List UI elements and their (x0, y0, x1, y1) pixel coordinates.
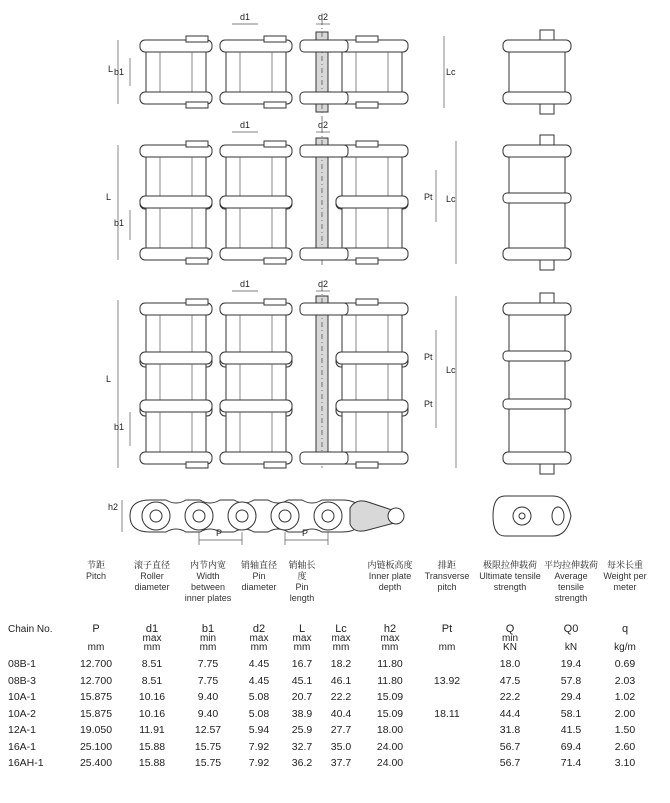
header-en: Transverse pitch (424, 571, 470, 592)
table-cell: 24.00 (376, 740, 404, 753)
header-en: Pin diameter (241, 571, 277, 592)
table-cell: 9.40 (197, 691, 219, 703)
table-cell: 18.00 (376, 724, 404, 736)
label-d2-top: d2 (318, 12, 329, 22)
header-en: Pin length (289, 582, 315, 603)
table-cell: 38.9 (291, 707, 313, 720)
table-cell: 69.4 (560, 740, 582, 753)
header-cn: 每米长重 (606, 560, 643, 570)
unit-cell: mm (293, 642, 311, 653)
simplex-chain-view (118, 20, 571, 122)
unit-cell: mm (381, 642, 399, 653)
duplex-chain-view (118, 128, 571, 270)
table-cell: 11.80 (377, 674, 403, 687)
header-cn: 滚子直径 (133, 560, 170, 570)
table-cell: 58.1 (560, 707, 582, 720)
table-cell: 16.7 (291, 658, 313, 670)
symbol-text: Q (505, 623, 515, 635)
header-symbol (418, 624, 476, 634)
table-cell: 1.02 (614, 691, 636, 703)
symbol-qualifier: min (501, 633, 519, 644)
table-cell: 31.8 (499, 724, 521, 736)
chain-no-cell: 12A-1 (8, 724, 37, 736)
label-Pt-mid: Pt (424, 192, 433, 202)
unit-cell: kN (564, 642, 578, 653)
table-cell: 8.51 (141, 674, 163, 687)
table-cell: 18.0 (499, 658, 521, 670)
chain-no-cell: 10A-2 (8, 707, 37, 720)
table-cell: 11.91 (139, 724, 165, 736)
symbol-text: h2 (383, 623, 397, 635)
label-d1-top: d1 (240, 12, 251, 22)
table-cell: 15.75 (194, 740, 222, 753)
table-cell: 15.88 (138, 740, 166, 753)
chain-no-header: Chain No. (8, 624, 53, 635)
table-cell: 2.03 (614, 674, 636, 687)
table-cell: 2.60 (614, 740, 636, 753)
chain-no-cell: 16A-1 (8, 740, 37, 753)
table-row (8, 658, 664, 675)
symbol-text: L (298, 623, 306, 635)
label-d1-low: d1 (240, 279, 251, 289)
symbol-text: Lc (335, 623, 347, 635)
header-cn: 平均拉伸载荷 (543, 560, 598, 570)
chain-no-cell: 10A-1 (8, 691, 37, 703)
label-Pt-low-2: Pt (424, 399, 433, 409)
table-body (8, 658, 664, 774)
table-cell: 56.7 (499, 757, 521, 769)
symbol-text: d2 (252, 623, 266, 635)
label-Lc-low: Lc (446, 365, 456, 375)
table-cell: 25.400 (79, 757, 113, 769)
table-cell: 2.00 (614, 707, 636, 720)
symbol-text: q (621, 623, 629, 635)
unit-cell: mm (332, 642, 350, 653)
label-P-2: P (302, 528, 309, 538)
plate-profile-view (122, 496, 571, 545)
header-col-2 (180, 560, 236, 604)
label-Lc-top: Lc (446, 67, 456, 77)
table-cell: 35.0 (330, 740, 352, 753)
label-h2: h2 (108, 502, 119, 512)
symbol-qualifier: max (331, 633, 351, 644)
table-cell: 4.45 (248, 658, 270, 670)
table-cell: 46.1 (330, 674, 352, 687)
table-cell: 12.700 (79, 658, 113, 670)
table-cell: 47.5 (499, 674, 521, 687)
label-L-low: L (106, 374, 112, 384)
table-cell: 12.57 (194, 724, 222, 736)
header-cn: 销轴长度 (288, 560, 316, 581)
table-cell: 7.92 (248, 757, 270, 769)
table-row (8, 675, 664, 692)
table-cell: 15.75 (194, 757, 222, 769)
header-col-9 (542, 560, 600, 604)
table-cell: 8.51 (141, 658, 163, 670)
units-row (8, 642, 664, 658)
label-P-1: P (216, 528, 223, 538)
header-en: Pitch (85, 571, 106, 581)
table-cell: 36.2 (291, 757, 313, 769)
header-symbol (285, 624, 319, 644)
table-cell: 57.8 (560, 674, 582, 687)
table-cell: 5.08 (248, 691, 270, 703)
table-cell: 3.10 (614, 757, 636, 769)
header-en: Roller diameter (134, 571, 170, 592)
header-symbol (70, 624, 122, 634)
table-cell: 15.09 (376, 707, 404, 720)
header-col-10 (598, 560, 652, 593)
label-b1-low: b1 (114, 422, 125, 432)
header-en: Weight per meter (603, 571, 647, 592)
label-L-top: L (108, 64, 114, 74)
header-en: Average tensile strength (554, 571, 588, 603)
table-cell: 45.1 (291, 674, 313, 687)
label-d2-low: d2 (318, 279, 329, 289)
table-cell: 71.4 (560, 757, 582, 769)
table-cell: 40.4 (330, 707, 352, 720)
label-b1-mid: b1 (114, 218, 125, 228)
table-cell: 24.00 (376, 757, 404, 769)
table-cell: 19.4 (560, 658, 582, 670)
table-cell: 5.08 (248, 707, 270, 720)
table-row (8, 708, 664, 725)
chain-no-cell: 08B-1 (8, 658, 37, 670)
unit-cell: mm (143, 642, 161, 653)
header-col-4 (285, 560, 319, 604)
table-row (8, 724, 664, 741)
table-cell: 15.875 (79, 707, 113, 720)
header-cn: 极限拉伸载荷 (482, 560, 537, 570)
table-cell: 20.7 (291, 691, 313, 703)
table-cell: 4.45 (248, 674, 270, 687)
label-L-mid: L (106, 192, 112, 202)
table-cell: 18.2 (330, 658, 352, 670)
header-symbol (125, 624, 179, 644)
unit-cell: KN (503, 642, 517, 653)
table-row (8, 691, 664, 708)
table-cell: 5.94 (248, 724, 270, 736)
header-cn: 排距 (437, 560, 456, 570)
chain-no-cell: 08B-3 (8, 674, 37, 687)
symbol-qualifier: max (249, 633, 269, 644)
table-cell: 37.7 (330, 757, 352, 769)
label-d2-mid: d2 (318, 120, 329, 130)
unit-cell: kg/m (614, 642, 636, 653)
chain-no-cell: 16AH-1 (8, 757, 44, 769)
table-cell: 25.9 (291, 724, 313, 736)
table-header (8, 560, 664, 642)
table-cell: 15.09 (376, 691, 404, 703)
table-row (8, 741, 664, 758)
table-cell: 13.92 (433, 674, 461, 687)
header-symbol (180, 624, 236, 644)
table-cell: 15.88 (138, 757, 166, 769)
chain-spec-table (8, 560, 664, 774)
symbol-qualifier: min (199, 633, 217, 644)
header-col-7 (418, 560, 476, 593)
header-col-8 (478, 560, 542, 593)
table-cell: 7.75 (197, 674, 219, 687)
table-row (8, 757, 664, 774)
table-cell: 41.5 (560, 724, 582, 736)
symbol-text: Q0 (563, 623, 579, 635)
header-col-6 (363, 560, 417, 593)
header-en: Ultimate tensile strength (479, 571, 541, 592)
unit-cell: mm (87, 642, 105, 653)
table-cell: 11.80 (377, 658, 403, 670)
symbol-qualifier: max (380, 633, 400, 644)
symbol-text: b1 (201, 623, 215, 635)
header-col-3 (234, 560, 284, 593)
table-cell: 18.11 (434, 707, 460, 720)
table-cell: 0.69 (614, 658, 636, 670)
header-cn: 内节内宽 (189, 560, 226, 570)
table-cell: 32.7 (291, 740, 313, 753)
header-symbol (542, 624, 600, 634)
header-cn: 节距 (86, 560, 105, 570)
table-cell: 12.700 (79, 674, 113, 687)
header-cn: 内链板高度 (367, 560, 413, 570)
symbol-text: Pt (441, 623, 453, 635)
header-symbol (234, 624, 284, 644)
header-symbol (363, 624, 417, 644)
unit-cell: mm (199, 642, 217, 653)
table-cell: 27.7 (330, 724, 352, 736)
symbol-qualifier: max (142, 633, 162, 644)
header-en: Width between inner plates (184, 571, 232, 603)
header-col-0 (70, 560, 122, 582)
table-cell: 7.75 (197, 658, 219, 670)
triplex-chain-view (118, 286, 571, 474)
table-cell: 9.40 (197, 707, 219, 720)
table-cell: 10.16 (138, 707, 166, 720)
label-Pt-low-1: Pt (424, 352, 433, 362)
table-cell: 22.2 (499, 691, 521, 703)
symbol-text: P (92, 623, 100, 635)
header-en: Inner plate depth (368, 571, 412, 592)
header-col-1 (125, 560, 179, 593)
table-cell: 10.16 (138, 691, 166, 703)
header-symbol (478, 624, 542, 644)
table-cell: 1.50 (614, 724, 636, 736)
symbol-qualifier: max (292, 633, 312, 644)
table-cell: 22.2 (330, 691, 352, 703)
table-cell: 7.92 (248, 740, 270, 753)
unit-cell: mm (250, 642, 268, 653)
header-cn: 销轴直径 (240, 560, 277, 570)
header-symbol (321, 624, 361, 644)
table-cell: 19.050 (79, 724, 113, 736)
table-cell: 56.7 (499, 740, 521, 753)
table-cell: 25.100 (79, 740, 113, 753)
table-cell: 44.4 (499, 707, 521, 720)
label-Lc-mid: Lc (446, 194, 456, 204)
label-b1-top: b1 (114, 67, 125, 77)
label-d1-mid: d1 (240, 120, 251, 130)
table-cell: 15.875 (79, 691, 113, 703)
symbol-text: d1 (145, 623, 159, 635)
header-symbol (598, 624, 652, 634)
table-cell: 29.4 (560, 691, 582, 703)
unit-cell: mm (438, 642, 456, 653)
